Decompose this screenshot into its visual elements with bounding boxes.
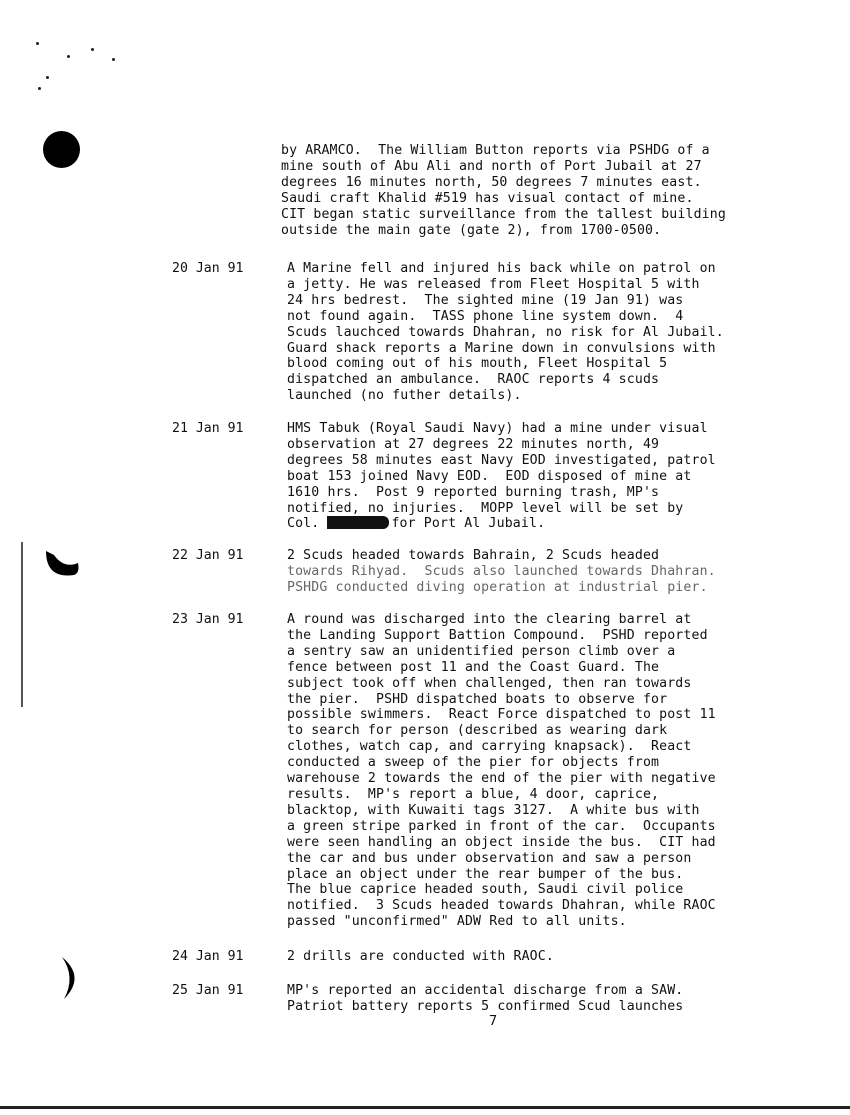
entry-line: towards Rihyad. Scuds also launched towards Dhahran.: [287, 563, 716, 579]
entry-line: 1610 hrs. Post 9 reported burning trash, MP's: [287, 484, 660, 500]
entry-date: 20 Jan 91: [172, 261, 244, 276]
entry-line: subject took off when challenged, then ran towards: [287, 675, 692, 691]
entry-line: HMS Tabuk (Royal Saudi Navy) had a mine under visual: [287, 421, 708, 436]
bottom-border: [0, 1106, 850, 1109]
entry-line: place an object under the rear bumper of the bus.: [287, 866, 684, 882]
entry-line: passed "unconfirmed" ADW Red to all units.: [287, 914, 627, 930]
entry-date: 23 Jan 91: [172, 612, 244, 627]
entry-line: not found again. TASS phone line system down. 4: [287, 308, 684, 324]
entry-date: 22 Jan 91: [172, 548, 244, 563]
margin-line: [21, 542, 23, 707]
line-prefix: Col.: [287, 516, 328, 532]
entry-text: [287, 612, 716, 930]
entry-text: [287, 421, 716, 532]
entry-line: Patriot battery reports 5 confirmed Scud launches: [287, 998, 684, 1014]
entry-line: boat 153 joined Navy EOD. EOD disposed of mine at: [287, 468, 692, 484]
entry-date: 21 Jan 91: [172, 421, 244, 436]
entry-line: blood coming out of his mouth, Fleet Hospital 5: [287, 356, 668, 372]
entry-text: [287, 548, 716, 596]
page-number: 7: [489, 1013, 498, 1029]
scan-speck: [38, 87, 41, 90]
entry-line: notified. 3 Scuds headed towards Dhahran, while RAOC: [287, 898, 716, 914]
entry-line: were seen handling an object inside the bus. CIT had: [287, 834, 716, 850]
entry-line: The blue caprice headed south, Saudi civil police: [287, 882, 684, 898]
entry-line: 2 drills are conducted with RAOC.: [287, 949, 554, 964]
entry-line: clothes, watch cap, and carrying knapsack). React: [287, 739, 692, 755]
entry-line: a green stripe parked in front of the car. Occupants: [287, 818, 716, 834]
scan-speck: [36, 42, 39, 45]
entry-line: 2 Scuds headed towards Bahrain, 2 Scuds headed: [287, 548, 660, 563]
intro-line: mine south of Abu Ali and north of Port Jubail at 27: [281, 158, 702, 174]
entry-line: the car and bus under observation and saw a person: [287, 850, 692, 866]
entry-line: degrees 58 minutes east Navy EOD investigated, patrol: [287, 452, 716, 468]
entry-date: 25 Jan 91: [172, 983, 244, 998]
entry-line: Guard shack reports a Marine down in convulsions with: [287, 340, 716, 356]
hole-punch-crescent: [60, 955, 86, 1001]
entry-line: A Marine fell and injured his back while on patrol on: [287, 261, 716, 276]
entry-line: 24 hrs bedrest. The sighted mine (19 Jan 91) was: [287, 292, 684, 308]
hole-punch-mark: [43, 131, 80, 168]
entry-line: conducted a sweep of the pier for objects from: [287, 755, 660, 771]
entry-line: A round was discharged into the clearing barrel at: [287, 612, 692, 627]
entry-line: PSHDG conducted diving operation at industrial pier.: [287, 579, 708, 595]
entry-line: observation at 27 degrees 22 minutes north, 49: [287, 436, 660, 452]
redaction-bar: [327, 516, 389, 529]
intro-line: by ARAMCO. The William Button reports via PSHDG of a: [281, 143, 710, 158]
entry-line: possible swimmers. React Force dispatched to post 11: [287, 707, 716, 723]
entry-line: a jetty. He was released from Fleet Hospital 5 with: [287, 276, 700, 292]
intro-line: CIT began static surveillance from the tallest building: [281, 206, 726, 222]
entry-line: results. MP's report a blue, 4 door, caprice,: [287, 786, 660, 802]
intro-line: outside the main gate (gate 2), from 1700-0500.: [281, 222, 662, 238]
hole-punch-partial: [44, 545, 80, 581]
scan-speck: [112, 58, 115, 61]
intro-paragraph: [281, 143, 726, 238]
entry-line: Scuds lauchced towards Dhahran, no risk for Al Jubail.: [287, 324, 724, 340]
entry-text: [287, 261, 724, 404]
entry-line: a sentry saw an unidentified person climb over a: [287, 643, 676, 659]
entry-text: [287, 983, 683, 1015]
entry-date: 24 Jan 91: [172, 949, 244, 964]
line-suffix: for Port Al Jubail.: [391, 516, 546, 532]
entry-line: [287, 516, 716, 532]
intro-line: degrees 16 minutes north, 50 degrees 7 minutes east.: [281, 174, 702, 190]
scan-speck: [67, 55, 70, 58]
entry-line: the pier. PSHD dispatched boats to observe for: [287, 691, 668, 707]
entry-line: the Landing Support Battion Compound. PSHD reported: [287, 627, 708, 643]
entry-line: warehouse 2 towards the end of the pier with negative: [287, 771, 716, 787]
entry-line: to search for person (described as wearing dark: [287, 723, 668, 739]
intro-line: Saudi craft Khalid #519 has visual contact of mine.: [281, 190, 694, 206]
entry-line: launched (no futher details).: [287, 388, 522, 404]
scan-speck: [91, 48, 94, 51]
entry-line: notified, no injuries. MOPP level will be set by: [287, 500, 684, 516]
entry-line: blacktop, with Kuwaiti tags 3127. A white bus with: [287, 802, 700, 818]
entry-line: fence between post 11 and the Coast Guard. The: [287, 659, 660, 675]
entry-line: dispatched an ambulance. RAOC reports 4 scuds: [287, 372, 660, 388]
entry-text: [287, 949, 554, 965]
scan-speck: [46, 76, 49, 79]
entry-line: MP's reported an accidental discharge from a SAW.: [287, 983, 684, 998]
